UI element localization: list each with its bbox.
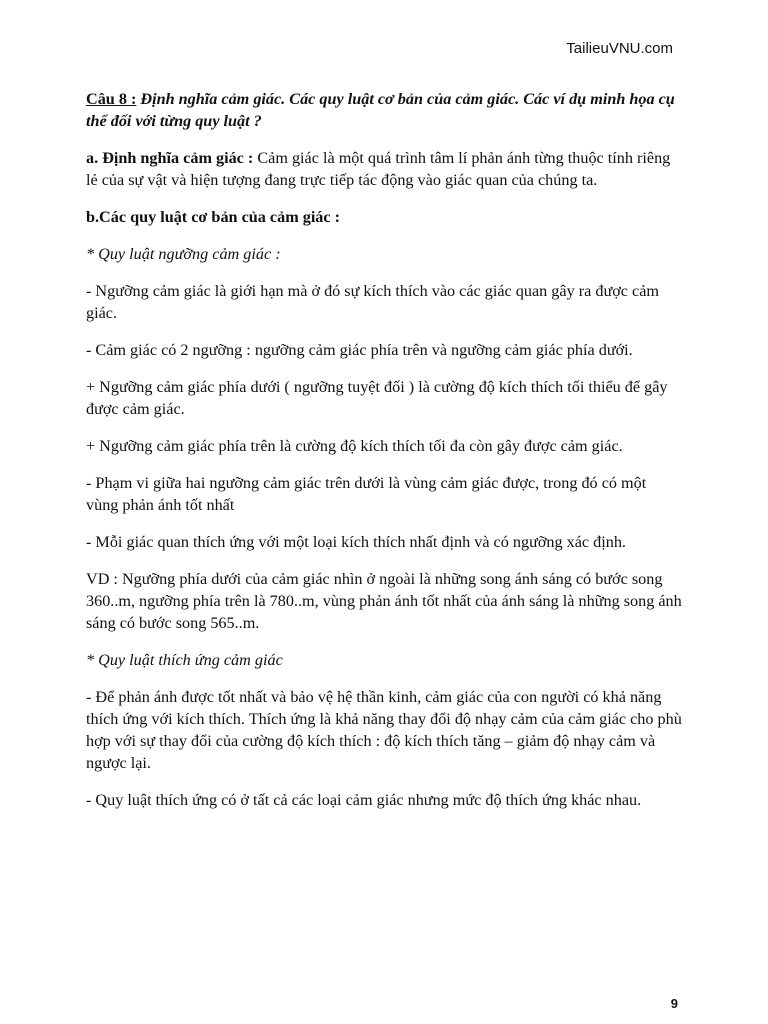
definition-paragraph: [86, 147, 682, 191]
threshold-example: VD : Ngưỡng phía dưới của cảm giác nhìn ở ngoài là những song ánh sáng có bước song 360..m, ngưỡng phía trên là 780..m, vùng phản ánh tốt nhất của ánh sáng là những song ánh sáng có bước song 565..m.: [86, 570, 682, 632]
question-text: Định nghĩa cảm giác. Các quy luật cơ bản của cảm giác. Các ví dụ minh họa cụ thể đối với từng quy luật ?: [86, 90, 675, 130]
threshold-paragraph: - Cảm giác có 2 ngưỡng : ngưỡng cảm giác phía trên và ngưỡng cảm giác phía dưới.: [86, 341, 633, 359]
adaptation-paragraph: - Để phản ánh được tốt nhất và bảo vệ hệ thần kinh, cảm giác của con người có khả năng thích ứng với kích thích. Thích ứng là khả năng thay đổi độ nhạy cảm của cảm giác cho phù hợp với sự thay đổi của cường độ kích thích : độ kích thích tăng – giảm độ nhạy cảm và ngược lại.: [86, 688, 682, 772]
document-content: [86, 88, 682, 826]
threshold-paragraph: + Ngưỡng cảm giác phía dưới ( ngưỡng tuyệt đối ) là cường độ kích thích tối thiểu để gây được cảm giác.: [86, 378, 668, 418]
threshold-law-heading: * Quy luật ngưỡng cảm giác :: [86, 245, 281, 263]
adaptation-paragraph: - Quy luật thích ứng có ở tất cả các loại cảm giác nhưng mức độ thích ứng khác nhau.: [86, 791, 642, 809]
definition-text: Cảm giác là một quá trình tâm lí phản ánh từng thuộc tính riêng lẻ của sự vật và hiện tượng đang trực tiếp tác động vào giác quan của chúng ta.: [86, 149, 671, 189]
threshold-paragraph: - Ngưỡng cảm giác là giới hạn mà ở đó sự kích thích vào các giác quan gây ra được cảm giác.: [86, 282, 659, 322]
question-heading: [86, 88, 682, 132]
adaptation-law-heading: * Quy luật thích ứng cảm giác: [86, 651, 283, 669]
threshold-paragraph: + Ngưỡng cảm giác phía trên là cường độ kích thích tối đa còn gây được cảm giác.: [86, 437, 623, 455]
threshold-paragraph: - Phạm vi giữa hai ngưỡng cảm giác trên dưới là vùng cảm giác được, trong đó có một vùng phản ánh tốt nhất: [86, 474, 647, 514]
site-header: TailieuVNU.com: [566, 40, 673, 57]
question-label: Câu 8 :: [86, 90, 137, 108]
threshold-paragraph: - Mỗi giác quan thích ứng với một loại kích thích nhất định và có ngưỡng xác định.: [86, 533, 626, 551]
definition-label: a. Định nghĩa cảm giác :: [86, 149, 254, 167]
laws-heading: b.Các quy luật cơ bản của cảm giác :: [86, 208, 341, 226]
page-number: 9: [670, 996, 678, 1011]
